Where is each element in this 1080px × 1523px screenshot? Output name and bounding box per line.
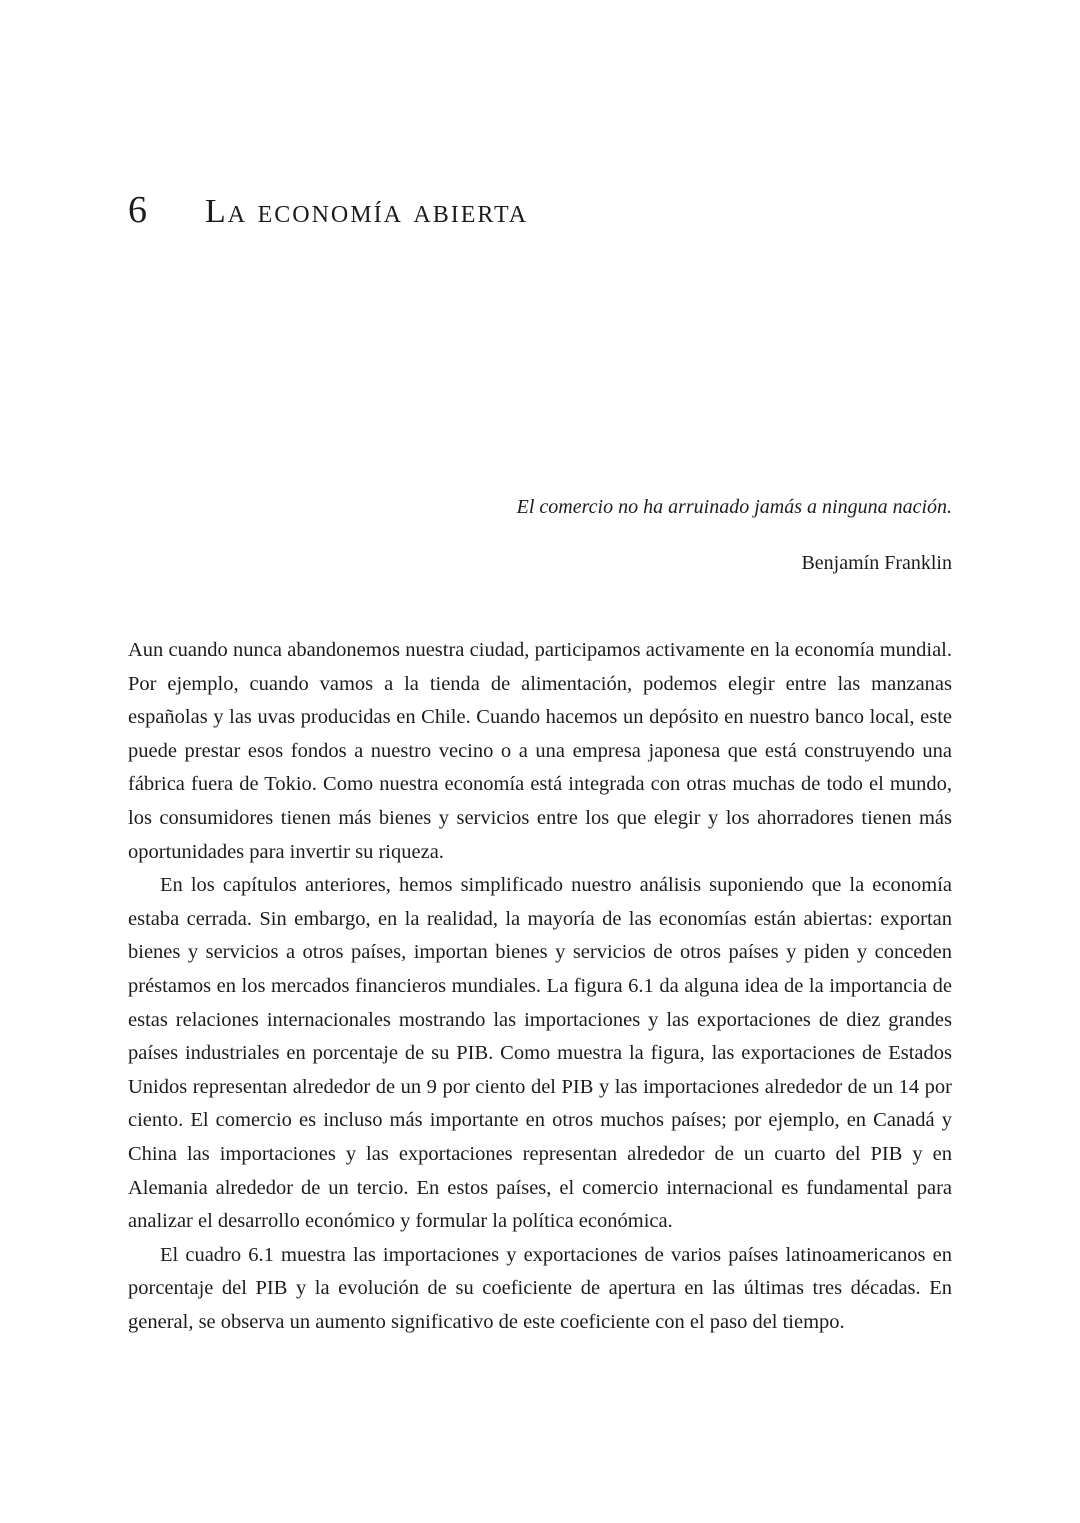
- chapter-heading: [128, 188, 952, 232]
- chapter-number: 6: [128, 189, 147, 231]
- chapter-title: La economía abierta: [205, 193, 529, 230]
- epigraph-attribution: Benjamín Franklin: [801, 552, 952, 574]
- body-paragraph: El cuadro 6.1 muestra las importaciones y exportaciones de varios países latinoamericanos en porcentaje del PIB y la evolución de su coeficiente de apertura en las últimas tres décadas. En general, se observa un aumento significativo de este coeficiente con el paso del tiempo.: [128, 1243, 952, 1333]
- body-text: [128, 634, 952, 1339]
- body-paragraph: Aun cuando nunca abandonemos nuestra ciudad, participamos activamente en la economía mundial. Por ejemplo, cuando vamos a la tienda de alimentación, podemos elegir entre las manzanas españolas y las uvas producidas en Chile. Cuando hacemos un depósito en nuestro banco local, este puede prestar esos fondos a nuestro vecino o a una empresa japonesa que está construyendo una fábrica fuera de Tokio. Como nuestra economía está integrada con otras muchas de todo el mundo, los consumidores tienen más bienes y servicios entre los que elegir y los ahorradores tienen más oportunidades para invertir su riqueza.: [128, 639, 952, 863]
- epigraph-quote: El comercio no ha arruinado jamás a ninguna nación.: [516, 496, 952, 518]
- body-paragraph: En los capítulos anteriores, hemos simplificado nuestro análisis suponiendo que la economía estaba cerrada. Sin embargo, en la realidad, la mayoría de las economías están abiertas: exportan bienes y servicios a otros países, importan bienes y servicios de otros países y piden y conceden préstamos en los mercados financieros mundiales. La figura 6.1 da alguna idea de la importancia de estas relaciones internacionales mostrando las importaciones y las exportaciones de diez grandes países industriales en porcentaje de su PIB. Como muestra la figura, las exportaciones de Estados Unidos representan alrededor de un 9 por ciento del PIB y las importaciones alrededor de un 14 por ciento. El comercio es incluso más importante en otros muchos países; por ejemplo, en Canadá y China las importaciones y las exportaciones representan alrededor de un cuarto del PIB y en Alemania alrededor de un tercio. En estos países, el comercio internacional es fundamental para analizar el desarrollo económico y formular la política económica.: [128, 874, 952, 1233]
